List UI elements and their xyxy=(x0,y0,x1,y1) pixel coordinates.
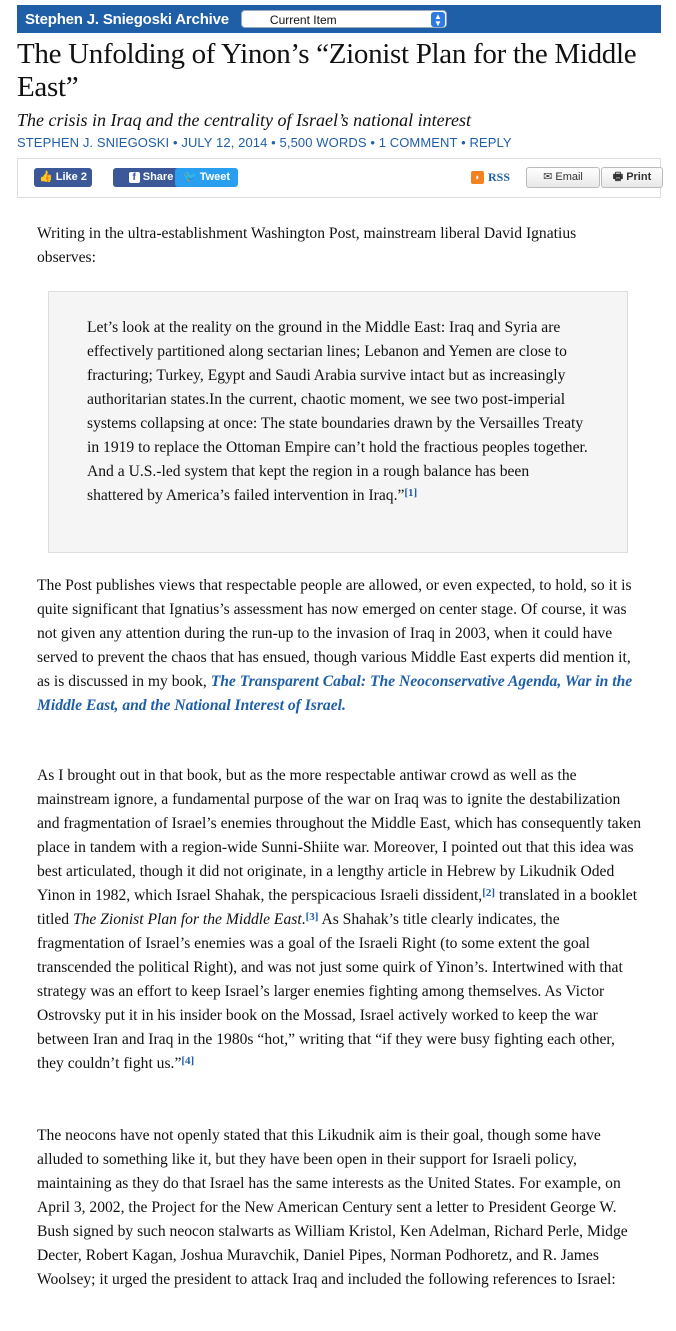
paragraph-yinon-text-d: As Shahak’s title clearly indicates, the fragmentation of Israel’s enemies was a goal of the Israeli Right (to some extent the goal transcended the political Right), and was not just some quirk of Yinon’s. Intertwined with that strategy was an effort to keep Israel’s larger enemies fighting among themselves. As Victor Ostrovsky put it in his insider book on the Mossad, Israel actively worked to keep the war between Iran and Iraq in the 1980s “hot,” writing that “if they were busy fighting each other, they couldn’t fight us.” xyxy=(37,911,623,1072)
current-item-select[interactable] xyxy=(241,10,447,28)
facebook-icon: f xyxy=(129,172,140,183)
printer-icon: 🖶 xyxy=(612,171,624,183)
booklet-title: The Zionist Plan for the Middle East xyxy=(72,911,302,928)
envelope-icon: ✉ xyxy=(543,171,553,183)
footnote-link-1[interactable]: [1] xyxy=(404,487,418,499)
email-label: Email xyxy=(555,171,583,183)
archive-title-link[interactable]: Stephen J. Sniegoski Archive xyxy=(25,10,229,28)
email-button[interactable] xyxy=(526,167,600,188)
paragraph-yinon xyxy=(37,764,645,1076)
word-count: 5,500 WORDS xyxy=(279,135,367,150)
print-label: Print xyxy=(626,171,652,183)
footnote-link-3[interactable]: [3] xyxy=(305,911,319,923)
paragraph-intro xyxy=(37,222,637,270)
byline-sep: • xyxy=(169,135,182,150)
byline-sep: • xyxy=(366,135,379,150)
article-title: The Unfolding of Yinon’s “Zionist Plan for the Middle East” xyxy=(17,38,637,103)
blockquote xyxy=(48,291,628,553)
facebook-like-button[interactable] xyxy=(34,168,92,187)
footnote-link-4[interactable]: [4] xyxy=(181,1055,195,1067)
paragraph-post-text: The Post publishes views that respectable people are allowed, or even expected, to hold, so it is quite significant that Ignatius’s assessment has now emerged on center stage. Of course, it was not given any attention during the run-up to the invasion of Iraq in 2003, when it could have served to prevent the chaos that has ensued, though various Middle East experts did mention it, as is discussed in my book, xyxy=(37,577,632,690)
paragraph-neocons-text: The neocons have not openly stated that this Likudnik aim is their goal, though some have alluded to something like it, but they have been open in their support for Israeli policy, maintaining as they do that Israel has the same interests as the United States. For example, on April 3, 2002, the Project for the New American Century sent a letter to President George W. Bush signed by such neocon stalwarts as William Kristol, Ken Adelman, Richard Perle, Midge Decter, Robert Kagan, Joshua Muravchik, Daniel Pipes, Norman Podhoretz, and R. James Woolsey; it urged the president to attack Iraq and included the following references to Israel: xyxy=(37,1127,628,1288)
like-label: Like 2 xyxy=(55,171,87,183)
comment-count-link[interactable]: 1 COMMENT xyxy=(378,135,458,150)
paragraph-neocons xyxy=(37,1124,645,1292)
paragraph-yinon-text-b: translated in a booklet titled xyxy=(37,887,638,928)
book-link[interactable]: The Transparent Cabal: The Neoconservative Agenda, War in the Middle East, and the National Interest of Israel. xyxy=(37,673,633,714)
reply-link[interactable]: REPLY xyxy=(469,135,512,150)
thumbs-up-icon: 👍 xyxy=(39,171,53,183)
tweet-button[interactable] xyxy=(175,168,238,187)
select-arrows-icon: ▲ ▼ xyxy=(431,12,445,27)
article-subtitle: The crisis in Iraq and the centrality of Israel’s national interest xyxy=(17,110,471,130)
share-label: Share xyxy=(142,171,174,183)
paragraph-yinon-text-a: As I brought out in that book, but as the more respectable antiwar crowd as well as the mainstream ignore, a fundamental purpose of the war on Iraq was to ignite the destabilization and fragmentation of Israel’s enemies throughout the Middle East, which has consequently taken place in tandem with a region-wide Sunni-Shiite war. Moreover, I pointed out that this idea was best articulated, though it did not originate, in a lengthy article in Hebrew by Likudnik Oded Yinon in 1982, which Israel Shahak, the perspicacious Israeli dissident, xyxy=(37,767,642,904)
paragraph-post xyxy=(37,574,645,718)
rss-link[interactable] xyxy=(471,170,510,185)
current-item-select-value: Current Item xyxy=(269,13,337,27)
rss-label: RSS xyxy=(488,170,511,184)
article-date: JULY 12, 2014 xyxy=(181,135,268,150)
paragraph-yinon-period: . xyxy=(301,911,306,928)
footnote-link-2[interactable]: [2] xyxy=(482,887,496,899)
paragraph-intro-text: Writing in the ultra-establishment Washington Post, mainstream liberal David Ignatius observes: xyxy=(37,225,577,266)
author-link[interactable]: STEPHEN J. SNIEGOSKI xyxy=(17,135,170,150)
byline xyxy=(17,135,512,150)
print-button[interactable] xyxy=(601,167,663,188)
blockquote-text: Let’s look at the reality on the ground in the Middle East: Iraq and Syria are effectively partitioned along sectarian lines; Lebanon and Yemen are close to fracturing; Turkey, Egypt and Saudi Arabia survive intact but as increasingly authoritarian states.In the current, chaotic moment, we see two post-imperial systems collapsing at once: The state boundaries drawn by the Versailles Treaty in 1919 to replace the Ottoman Empire can’t hold the fractious peoples together. And a U.S.-led system that kept the region in a rough balance has been shattered by America’s failed intervention in Iraq.” xyxy=(87,319,588,504)
twitter-bird-icon: 🐦 xyxy=(182,171,197,183)
byline-sep: • xyxy=(457,135,470,150)
share-bar xyxy=(17,158,661,198)
site-header-bar xyxy=(17,5,661,33)
byline-sep: • xyxy=(267,135,280,150)
rss-icon: ◗ xyxy=(471,171,484,184)
tweet-label: Tweet xyxy=(199,171,231,183)
